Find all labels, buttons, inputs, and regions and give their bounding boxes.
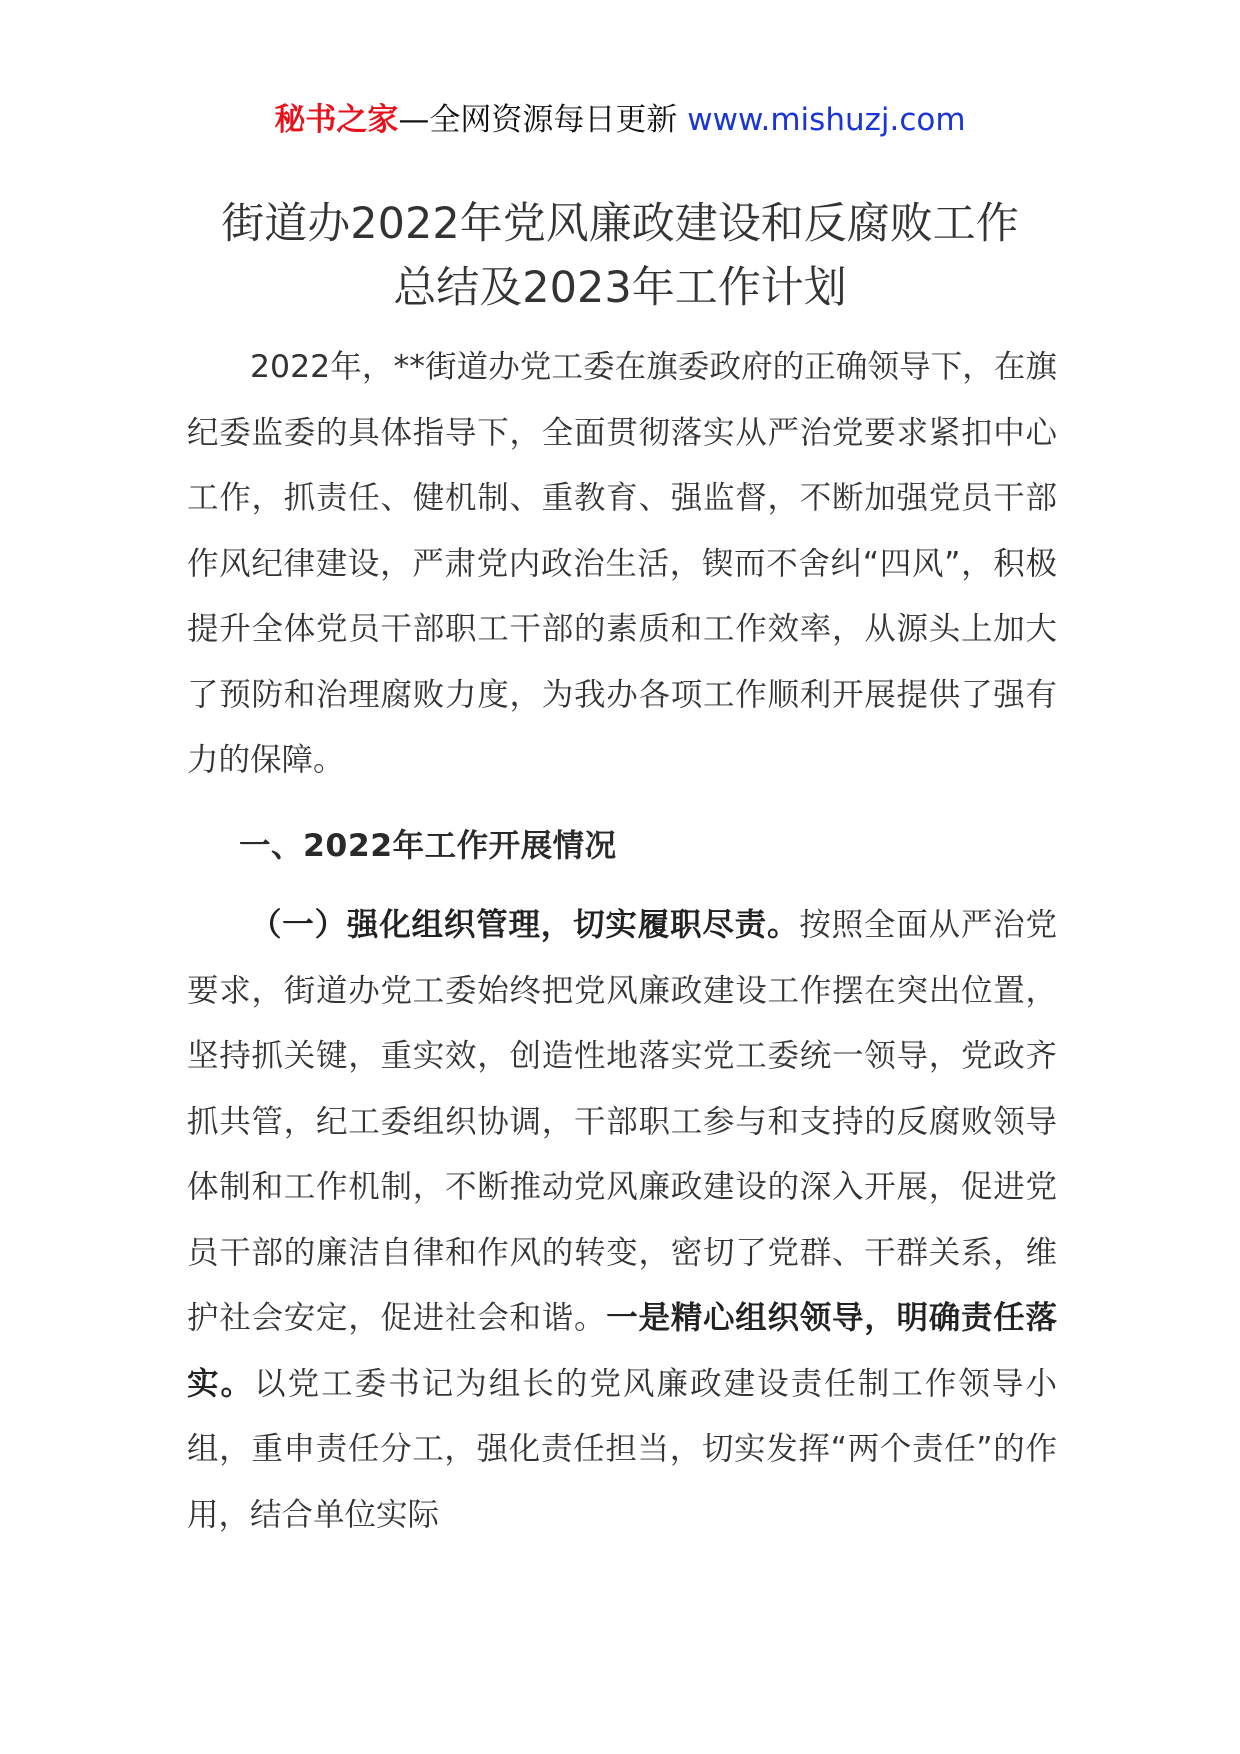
point-text: 以党工委书记为组长的党风廉政建设责任制工作领导小组，重申责任分工，强化责任担当，切实发挥“两个责任”的作用，结合单位实际	[187, 1365, 1057, 1533]
website-link[interactable]: www.mishuzj.com	[687, 102, 966, 138]
subsection-paragraph	[187, 893, 1057, 1548]
subsection-text: 按照全面从严治党要求，街道办党工委始终把党风廉政建设工作摆在突出位置，坚持抓关键，重实效，创造性地落实党工委统一领导，党政齐抓共管，纪工委组织协调，干部职工参与和支持的反腐败领导体制和工作机制，不断推动党风廉政建设的深入开展，促进党员干部的廉洁自律和作风的转变，密切了党群、干群关系，维护社会安定，促进社会和谐。	[187, 907, 1057, 1336]
site-banner	[0, 100, 1240, 140]
brand-name: 秘书之家	[274, 102, 399, 138]
section-heading: 一、2022年工作开展情况	[239, 827, 617, 864]
document-body	[187, 335, 1057, 1548]
title-line-2: 总结及2023年工作计划	[393, 263, 847, 313]
title-line-1: 街道办2022年党风廉政建设和反腐败工作	[221, 199, 1019, 249]
document-title	[100, 192, 1140, 320]
banner-slogan: —全网资源每日更新	[398, 102, 678, 138]
point-heading: 一是精心组织领导，明确责任落实。	[187, 1300, 1057, 1402]
subsection-heading: （一）强化组织管理，切实履职尽责。	[250, 907, 800, 943]
intro-paragraph: 2022年，**街道办党工委在旗委政府的正确领导下，在旗纪委监委的具体指导下，全面贯彻落实从严治党要求紧扣中心工作，抓责任、健机制、重教育、强监督，不断加强党员干部作风纪律建设，严肃党内政治生活，锲而不舍纠“四风”，积极提升全体党员干部职工干部的素质和工作效率，从源头上加大了预防和治理腐败力度，为我办各项工作顺利开展提供了强有力的保障。	[187, 349, 1057, 778]
